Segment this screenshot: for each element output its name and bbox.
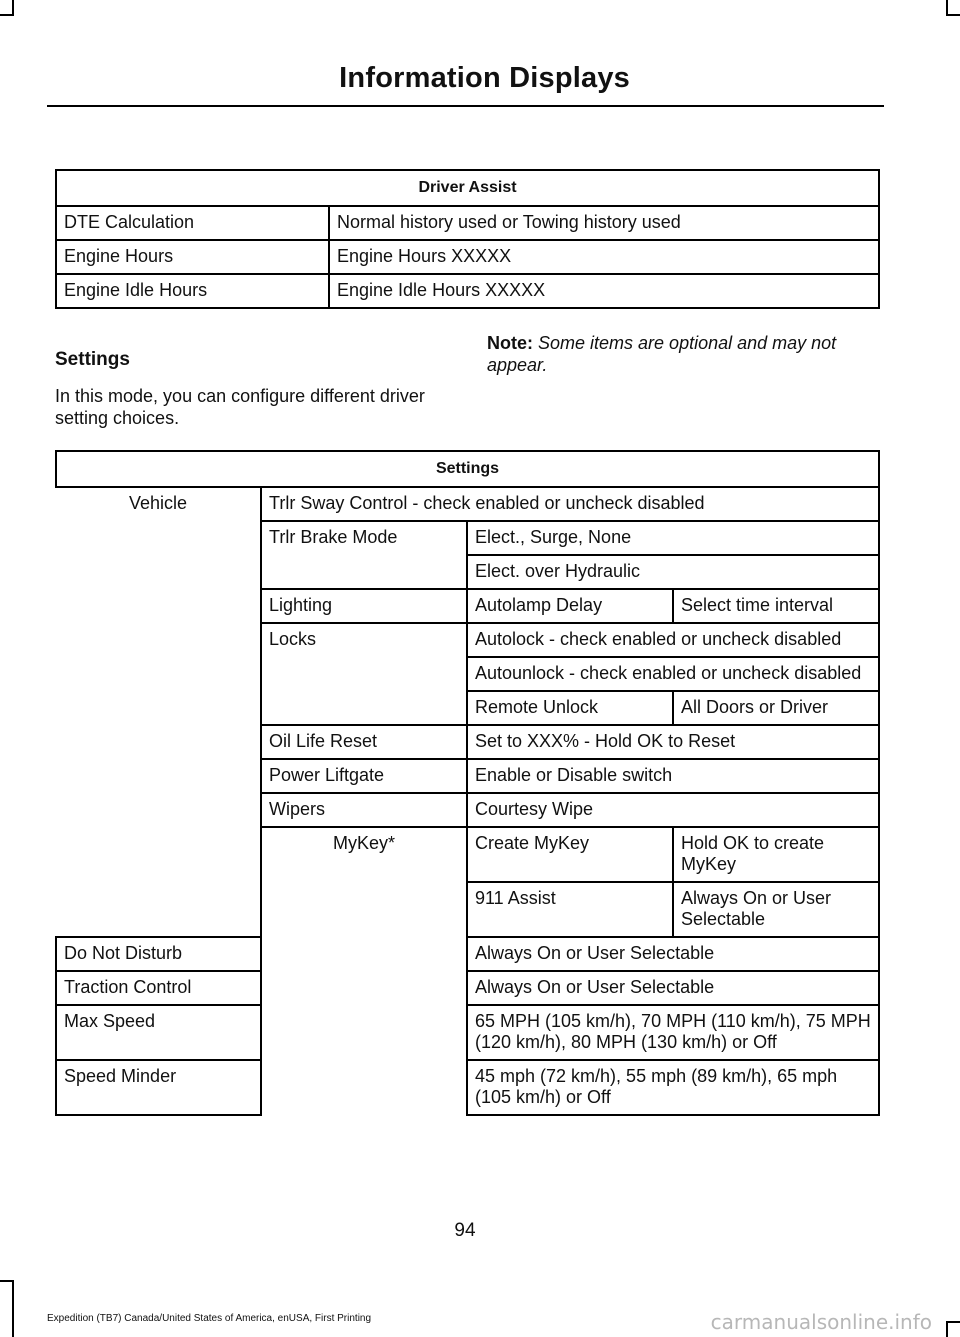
setting-name: Wipers	[261, 793, 467, 827]
footer-text: Expedition (TB7) Canada/United States of America, enUSA, First Printing	[47, 1313, 372, 1324]
setting-name: Engine Hours	[56, 240, 329, 274]
setting-name: Trlr Brake Mode	[261, 521, 467, 589]
setting-value: Always On or User Selectable	[467, 937, 879, 971]
driver-assist-table	[55, 169, 880, 309]
setting-value: Hold OK to create MyKey	[673, 827, 879, 882]
setting-name: Traction Control	[56, 971, 261, 1005]
crop-mark	[12, 1280, 14, 1337]
setting-value: Elect. over Hydraulic	[467, 555, 879, 589]
crop-mark	[0, 1280, 14, 1282]
setting-value: Engine Idle Hours XXXXX	[329, 274, 879, 308]
watermark: carmanualsonline.info	[710, 1310, 932, 1334]
crop-mark	[12, 0, 14, 14]
settings-table	[55, 450, 880, 1116]
crop-mark	[946, 1321, 960, 1323]
setting-value: Select time interval	[673, 589, 879, 623]
table-row	[56, 487, 879, 521]
page-number: 94	[454, 1220, 476, 1241]
table-row	[56, 274, 879, 308]
setting-name: Lighting	[261, 589, 467, 623]
setting-value: Autolock - check enabled or uncheck disabled	[467, 623, 879, 657]
setting-value: Always On or User Selectable	[467, 971, 879, 1005]
table-row	[56, 1060, 879, 1115]
setting-value: Elect., Surge, None	[467, 521, 879, 555]
setting-value: Courtesy Wipe	[467, 793, 879, 827]
setting-value: Enable or Disable switch	[467, 759, 879, 793]
setting-name: Power Liftgate	[261, 759, 467, 793]
setting-subname: Autolamp Delay	[467, 589, 673, 623]
table-row	[56, 937, 879, 971]
setting-value: Normal history used or Towing history used	[329, 206, 879, 240]
note	[487, 332, 877, 376]
setting-name: Oil Life Reset	[261, 725, 467, 759]
crop-mark	[946, 0, 948, 14]
setting-name: Do Not Disturb	[56, 937, 261, 971]
crop-mark	[946, 14, 960, 16]
setting-name: Locks	[261, 623, 467, 725]
section-heading: Settings	[55, 349, 130, 370]
header-rule	[47, 105, 884, 107]
category-mykey: MyKey*	[261, 827, 467, 1115]
note-label: Note:	[487, 333, 533, 353]
crop-mark	[946, 1323, 948, 1337]
page-title: Information Displays	[339, 62, 630, 94]
table-row	[56, 240, 879, 274]
section-description: In this mode, you can configure different driver setting choices.	[55, 386, 425, 428]
setting-value: Set to XXX% - Hold OK to Reset	[467, 725, 879, 759]
setting-name: DTE Calculation	[56, 206, 329, 240]
setting-value: 45 mph (72 km/h), 55 mph (89 km/h), 65 mph (105 km/h) or Off	[467, 1060, 879, 1115]
table-row	[56, 1005, 879, 1060]
crop-mark	[0, 14, 14, 16]
setting-value: Autounlock - check enabled or uncheck disabled	[467, 657, 879, 691]
table-row	[56, 971, 879, 1005]
category-vehicle: Vehicle	[56, 487, 261, 937]
table-row	[56, 206, 879, 240]
setting-value: Trlr Sway Control - check enabled or uncheck disabled	[261, 487, 879, 521]
setting-value: Always On or User Selectable	[673, 882, 879, 937]
setting-value: 65 MPH (105 km/h), 70 MPH (110 km/h), 75 MPH (120 km/h), 80 MPH (130 km/h) or Off	[467, 1005, 879, 1060]
table-title: Settings	[56, 451, 879, 487]
table-title: Driver Assist	[56, 170, 879, 206]
setting-value: All Doors or Driver	[673, 691, 879, 725]
setting-name: Max Speed	[56, 1005, 261, 1060]
note-text: Some items are optional and may not appear.	[487, 333, 837, 375]
setting-subname: Remote Unlock	[467, 691, 673, 725]
setting-name: Speed Minder	[56, 1060, 261, 1115]
setting-name: Engine Idle Hours	[56, 274, 329, 308]
setting-name: Create MyKey	[467, 827, 673, 882]
setting-value: Engine Hours XXXXX	[329, 240, 879, 274]
setting-name: 911 Assist	[467, 882, 673, 937]
